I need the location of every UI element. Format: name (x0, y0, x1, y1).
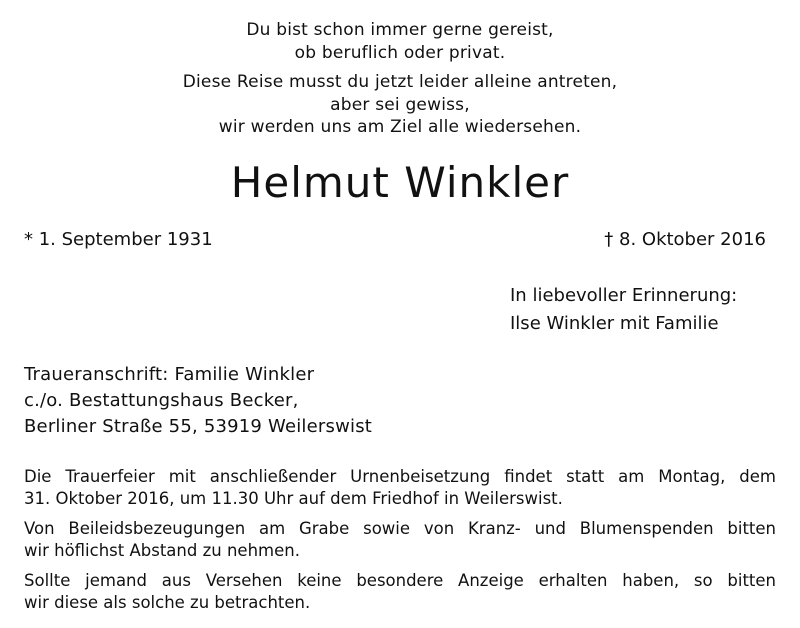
remembrance-line: In liebevoller Erinnerung: (510, 285, 738, 306)
poem-line: ob beruflich oder privat. (294, 43, 506, 63)
poem-line: Du bist schon immer gerne gereist, (246, 20, 554, 40)
notice-line: wir diese als solche zu betrachten. (24, 593, 311, 612)
notice-line: wir höflichst Abstand zu nehmen. (24, 541, 300, 560)
announcement-notice (24, 570, 776, 614)
condolence-notice (24, 518, 776, 562)
notice-line: Sollte jemand aus Versehen keine besondere Anzeige erhalten haben, so bitten (24, 571, 776, 590)
poem-line: wir werden uns am Ziel alle wiedersehen. (218, 117, 582, 137)
address-line: Berliner Straße 55, 53919 Weilerswist (24, 416, 373, 437)
ceremony-notice (24, 466, 776, 510)
notice-line: 31. Oktober 2016, um 11.30 Uhr auf dem Friedhof in Weilerswist. (24, 489, 563, 508)
address-line: Traueranschrift: Familie Winkler (24, 364, 315, 385)
family-signature: Ilse Winkler mit Familie (510, 313, 719, 334)
deceased-name: Helmut Winkler (230, 158, 570, 207)
birth-date: * 1. September 1931 (24, 229, 213, 250)
notice-line: Von Beileidsbezeugungen am Grabe sowie von Kranz- und Blumenspenden bitten (24, 519, 776, 538)
death-date: † 8. Oktober 2016 (604, 229, 766, 250)
poem-line: aber sei gewiss, (330, 95, 470, 115)
address-line: c./o. Bestattungshaus Becker, (24, 390, 299, 411)
poem-line: Diese Reise musst du jetzt leider alleine antreten, (182, 72, 618, 92)
notice-line: Die Trauerfeier mit anschließender Urnenbeisetzung findet statt am Montag, dem (24, 467, 776, 486)
